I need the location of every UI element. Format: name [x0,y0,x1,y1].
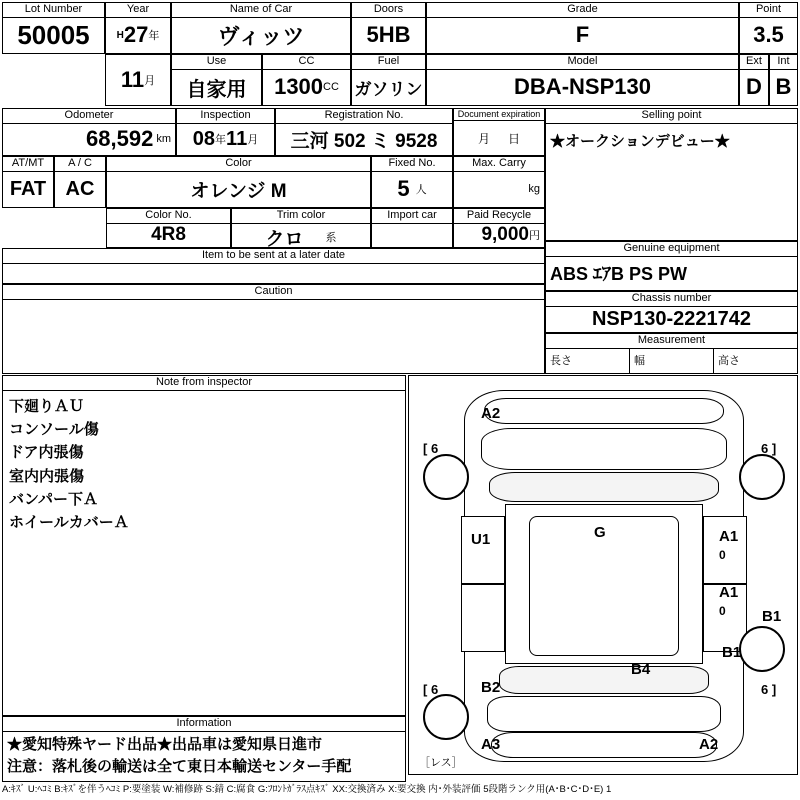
measurement-length: 長さ [546,349,630,373]
damage-mark-a1-upper-zero: 0 [719,548,726,562]
use-value: 自家用 [186,78,247,101]
document-expiration-day: 日 [508,131,521,146]
inspector-note-line: ホイールカバーＡ [9,514,129,531]
atmt-value: FAT [9,177,47,200]
front-left-wheel [423,454,469,500]
month-unit: 月 [144,75,156,87]
import-car-value [372,224,452,247]
doors-value: 5HB [366,22,411,48]
ac-label: A / C [55,157,105,172]
damage-mark-b1-inner: B1 [722,644,742,661]
inspector-note-label: Note from inspector [3,376,405,391]
registration-label: Registration No. [276,109,452,124]
genuine-equipment-label: Genuine equipment [546,242,797,257]
damage-mark-a1-lower: A1 [719,584,739,601]
selling-point-cell [545,108,798,241]
registration-cell [275,108,453,156]
rear-left-wheel [423,694,469,740]
max-carry-cell [453,156,545,208]
measurement-width: 幅 [630,349,714,373]
color-no-label: Color No. [107,209,230,224]
damage-mark-a2-top-left: A2 [481,405,501,422]
int-value: B [775,74,792,100]
fixed-no-unit: 人 [415,184,427,197]
chassis-value: NSP130-2221742 [591,307,751,330]
grade-cell [426,2,739,54]
name-of-car-value: ヴィッツ [217,23,305,49]
selling-point-value: ★オークションデビュー★ [550,132,730,150]
paid-recycle-value: 9,000 [481,224,529,246]
doors-cell [351,2,426,54]
rear-left-door [461,584,505,652]
inspector-note-line: コンソール傷 [9,421,99,438]
odometer-value: 68,592 [86,126,154,152]
month-value: 11 [120,67,145,92]
color-no-cell [106,208,231,248]
damage-mark-bracket-left-top: [ 6 [423,441,439,456]
cc-value: 1300 [274,74,324,100]
atmt-label: AT/MT [3,157,53,172]
lot-number-label: Lot Number [3,3,104,18]
max-carry-label: Max. Carry [454,157,544,172]
measurement-height: 高さ [718,354,740,367]
trunk [487,696,721,732]
damage-mark-a3: A3 [481,736,501,753]
inspection-month: 11 [226,127,248,150]
model-cell [426,54,739,106]
measurement-cell [545,333,798,374]
damage-mark-b4: B4 [631,661,651,678]
cc-label: CC [263,55,350,70]
registration-value: 三河 502 ミ 9528 [290,130,438,152]
rear-right-wheel [739,626,785,672]
genuine-equipment-value: ABS ｴｱB PS PW [550,264,688,285]
damage-mark-bracket-right-top: 6 ] [761,441,777,456]
damage-mark-a1-upper: A1 [719,528,739,545]
color-value: オレンジ M [190,180,287,202]
int-cell [769,54,798,106]
fixed-no-value: 5 [397,176,410,202]
genuine-equipment-cell [545,241,798,291]
ext-cell [739,54,769,106]
grade-label: Grade [427,3,738,18]
year-era: H [116,29,124,41]
damage-mark-bracket-left-bottom: [ 6 [423,682,439,697]
model-value: DBA-NSP130 [514,74,651,100]
year-value: 27 [123,22,149,48]
paid-recycle-cell [453,208,545,248]
caution-value [3,300,544,373]
color-cell [106,156,371,208]
cc-cell [262,54,351,106]
windshield [489,472,719,502]
rear-window [499,666,709,694]
point-cell [739,2,798,54]
measurement-label: Measurement [546,334,797,349]
inspector-note-line: ドア内張傷 [9,444,84,462]
inspection-year: 08 [192,127,216,150]
document-expiration-label: Document expiration [454,109,544,121]
later-date-label: Item to be sent at a later date [3,249,544,264]
damage-mark-res: ［レス］ [419,757,463,769]
car-damage-diagram [408,375,798,775]
use-label: Use [172,55,261,70]
later-date-cell [2,248,545,284]
inspector-note-line: バンパー下Ａ [9,490,98,508]
atmt-cell [2,156,54,208]
paid-recycle-unit: 円 [529,230,540,243]
trim-color-cell [231,208,371,248]
lot-number-value: 50005 [17,19,90,50]
ac-value: AC [65,177,95,200]
inspector-note-cell [2,375,406,716]
damage-mark-a1-lower-zero: 0 [719,604,726,618]
grade-value: F [575,22,590,48]
month-cell [105,54,171,106]
legend-text: A:ｷｽﾞ U:ﾍｺﾐ B:ｷｽﾞを伴うﾍｺﾐ P:要塗装 W:補修跡 S:錆 C:腐食 G:ﾌﾛﾝﾄｶﾞﾗｽ点ｷｽﾞ XX:交換済み X:要交換 内･外装評価 5段階ランク用(A･B･C･D･E) 1 [2,784,612,795]
inspection-year-unit: 年 [215,134,227,147]
max-carry-unit: kg [528,183,540,196]
damage-mark-u1: U1 [471,531,491,548]
point-label: Point [740,3,797,18]
model-label: Model [427,55,738,70]
damage-mark-b1-right: B1 [762,608,782,625]
inspector-note-line: 下廻りＡＵ [9,397,85,415]
year-unit: 年 [148,30,160,43]
front-bumper [484,398,724,424]
int-label: Int [770,55,797,70]
trim-color-unit: 系 [325,232,337,245]
odometer-unit: km [156,133,171,146]
name-of-car-cell [171,2,351,54]
trim-color-label: Trim color [232,209,370,224]
lot-number-cell [2,2,105,54]
damage-mark-bracket-right-bottom: 6 ] [761,682,777,697]
fuel-value: ガソリン [354,79,423,99]
information-label: Information [3,717,405,732]
name-of-car-label: Name of Car [172,3,350,18]
fixed-no-label: Fixed No. [372,157,452,172]
damage-mark-g: G [594,524,606,541]
cc-unit: CC [323,81,339,94]
use-cell [171,54,262,106]
import-car-cell [371,208,453,248]
doors-label: Doors [352,3,425,18]
damage-mark-a2-bottom-right: A2 [699,736,719,753]
ext-label: Ext [740,55,768,70]
year-label: Year [106,3,170,18]
inspector-note-line: 室内内張傷 [9,467,85,485]
information-cell [2,716,406,782]
paid-recycle-label: Paid Recycle [454,209,544,224]
inspection-month-unit: 月 [247,134,259,147]
document-expiration-cell [453,108,545,156]
information-line: ★愛知特殊ヤード出品★出品車は愛知県日進市 [7,735,323,753]
front-left-door [461,516,505,584]
document-expiration-month: 月 [477,131,490,146]
inspection-label: Inspection [177,109,274,124]
fuel-cell [351,54,426,106]
caution-cell [2,284,545,374]
fuel-label: Fuel [352,55,425,70]
ac-cell [54,156,106,208]
front-right-wheel [739,454,785,500]
trim-color-value: クロ [265,228,304,248]
rear-bumper [491,732,717,758]
year-cell [105,2,171,54]
chassis-label: Chassis number [546,292,797,307]
chassis-cell [545,291,798,333]
hood [481,428,727,470]
odometer-label: Odometer [3,109,175,124]
inspection-cell [176,108,275,156]
caution-label: Caution [3,285,544,300]
fixed-no-cell [371,156,453,208]
damage-mark-b2: B2 [481,679,501,696]
point-value: 3.5 [753,22,784,48]
ext-value: D [746,74,762,100]
information-line: 注意：落札後の輸送は全て東日本輸送センター手配 [7,757,352,775]
selling-point-label: Selling point [546,109,797,124]
color-label: Color [107,157,370,172]
import-car-label: Import car [372,209,452,224]
odometer-cell [2,108,176,156]
color-no-value: 4R8 [151,224,186,246]
